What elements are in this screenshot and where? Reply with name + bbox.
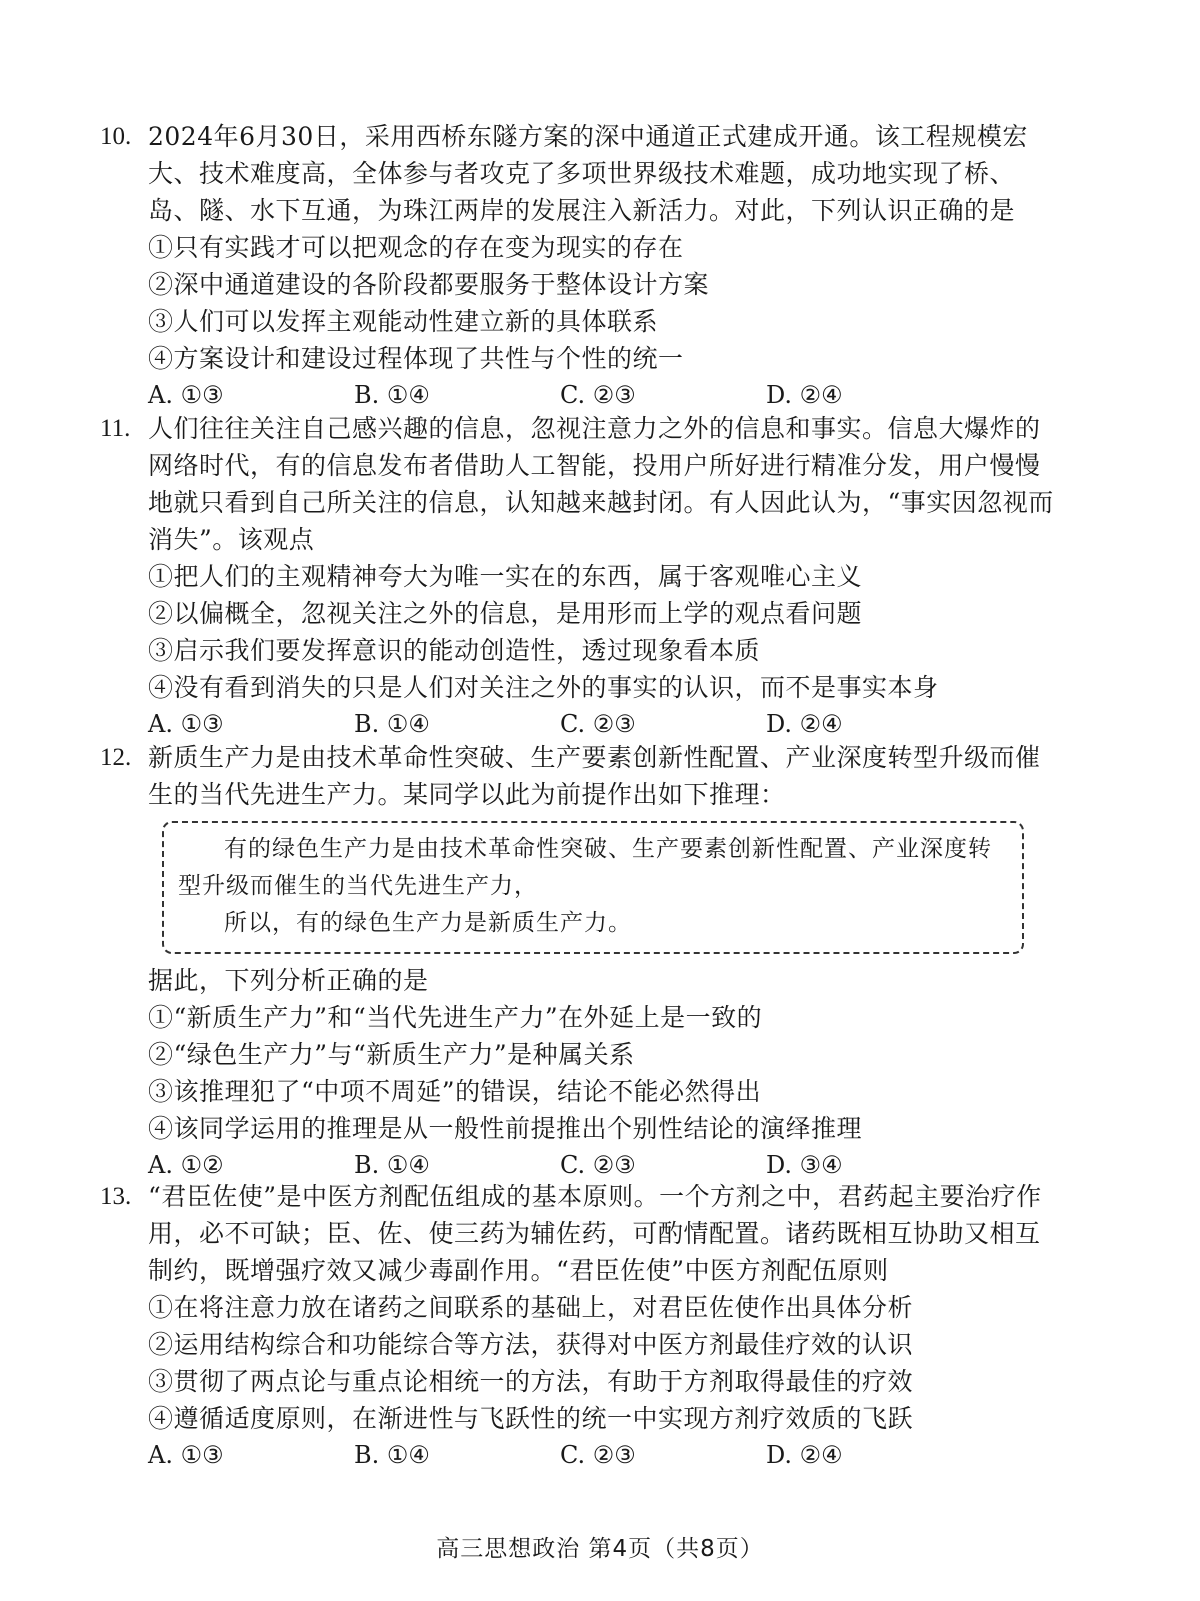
choice-c: C. ②③ xyxy=(560,1441,636,1469)
question-13 xyxy=(100,1178,1060,1474)
choice-b: B. ①④ xyxy=(354,381,430,409)
statement-2: ②以偏概全，忽视关注之外的信息，是用形而上学的观点看问题 xyxy=(148,599,863,628)
premise-text: 有的绿色生产力是由技术革命性突破、生产要素创新性配置、产业深度转型升级而催生的当代先进生产力， xyxy=(178,836,992,899)
statement-4: ④遵循适度原则，在渐进性与飞跃性的统一中实现方剂疗效质的飞跃 xyxy=(148,1404,914,1433)
question-number: 11. xyxy=(100,415,131,442)
question-number: 12. xyxy=(100,744,132,771)
question-12 xyxy=(100,739,1060,1184)
statement-3: ③贯彻了两点论与重点论相统一的方法，有助于方剂取得最佳的疗效 xyxy=(148,1367,914,1396)
question-10 xyxy=(100,118,1060,414)
choice-d: D. ②④ xyxy=(766,710,843,738)
statement-3: ③启示我们要发挥意识的能动创造性，透过现象看本质 xyxy=(148,636,761,665)
question-stem: 新质生产力是由技术革命性突破、生产要素创新性配置、产业深度转型升级而催生的当代先进生产力。某同学以此为前提作出如下推理： xyxy=(148,743,1041,809)
question-stem: “君臣佐使”是中医方剂配伍组成的基本原则。一个方剂之中，君药起主要治疗作用，必不可缺；臣、佐、使三药为辅佐药，可酌情配置。诸药既相互协助又相互制约，既增强疗效又减少毒副作用。“君臣佐使”中医方剂配伍原则 xyxy=(148,1182,1042,1285)
answer-choices xyxy=(148,1437,1060,1474)
conclusion-text: 所以，有的绿色生产力是新质生产力。 xyxy=(224,910,632,936)
question-prompt: 据此，下列分析正确的是 xyxy=(148,966,429,995)
question-stem: 2024年6月30日，采用西桥东隧方案的深中通道正式建成开通。该工程规模宏大、技术难度高，全体参与者攻克了多项世界级技术难题，成功地实现了桥、岛、隧、水下互通，为珠江两岸的发展注入新活力。对此，下列认识正确的是 xyxy=(148,122,1028,225)
question-stem: 人们往往关注自己感兴趣的信息，忽视注意力之外的信息和事实。信息大爆炸的网络时代，有的信息发布者借助人工智能，投用户所好进行精准分发，用户慢慢地就只看到自己所关注的信息，认知越来越封闭。有人因此认为，“事实因忽视而消失”。该观点 xyxy=(148,414,1054,554)
question-number: 13. xyxy=(100,1183,132,1210)
statement-1: ①把人们的主观精神夸大为唯一实在的东西，属于客观唯心主义 xyxy=(148,562,863,591)
choice-a: A. ①② xyxy=(148,1151,224,1179)
choice-b: B. ①④ xyxy=(354,1151,430,1179)
answer-choices xyxy=(148,377,1060,414)
choice-c: C. ②③ xyxy=(560,1151,636,1179)
statement-4: ④该同学运用的推理是从一般性前提推出个别性结论的演绎推理 xyxy=(148,1114,863,1143)
question-11 xyxy=(100,410,1060,743)
statement-1: ①只有实践才可以把观念的存在变为现实的存在 xyxy=(148,233,684,262)
page-footer: 高三思想政治 第4页（共8页） xyxy=(436,1536,764,1562)
reasoning-box xyxy=(162,821,1024,954)
choice-d: D. ②④ xyxy=(766,1441,843,1469)
choice-c: C. ②③ xyxy=(560,710,636,738)
answer-choices xyxy=(148,706,1060,743)
statement-3: ③人们可以发挥主观能动性建立新的具体联系 xyxy=(148,307,659,336)
choice-c: C. ②③ xyxy=(560,381,636,409)
statement-1: ①“新质生产力”和“当代先进生产力”在外延上是一致的 xyxy=(148,1003,763,1032)
question-number: 10. xyxy=(100,123,132,150)
statement-2: ②运用结构综合和功能综合等方法，获得对中医方剂最佳疗效的认识 xyxy=(148,1330,914,1359)
choice-a: A. ①③ xyxy=(148,381,224,409)
choice-b: B. ①④ xyxy=(354,710,430,738)
choice-a: A. ①③ xyxy=(148,710,224,738)
choice-b: B. ①④ xyxy=(354,1441,430,1469)
statement-1: ①在将注意力放在诸药之间联系的基础上，对君臣佐使作出具体分析 xyxy=(148,1293,914,1322)
choice-d: D. ③④ xyxy=(766,1151,843,1179)
choice-a: A. ①③ xyxy=(148,1441,224,1469)
choice-d: D. ②④ xyxy=(766,381,843,409)
statement-4: ④没有看到消失的只是人们对关注之外的事实的认识，而不是事实本身 xyxy=(148,673,939,702)
statement-2: ②深中通道建设的各阶段都要服务于整体设计方案 xyxy=(148,270,710,299)
statement-2: ②“绿色生产力”与“新质生产力”是种属关系 xyxy=(148,1040,635,1069)
statement-4: ④方案设计和建设过程体现了共性与个性的统一 xyxy=(148,344,684,373)
statement-3: ③该推理犯了“中项不周延”的错误，结论不能必然得出 xyxy=(148,1077,762,1106)
